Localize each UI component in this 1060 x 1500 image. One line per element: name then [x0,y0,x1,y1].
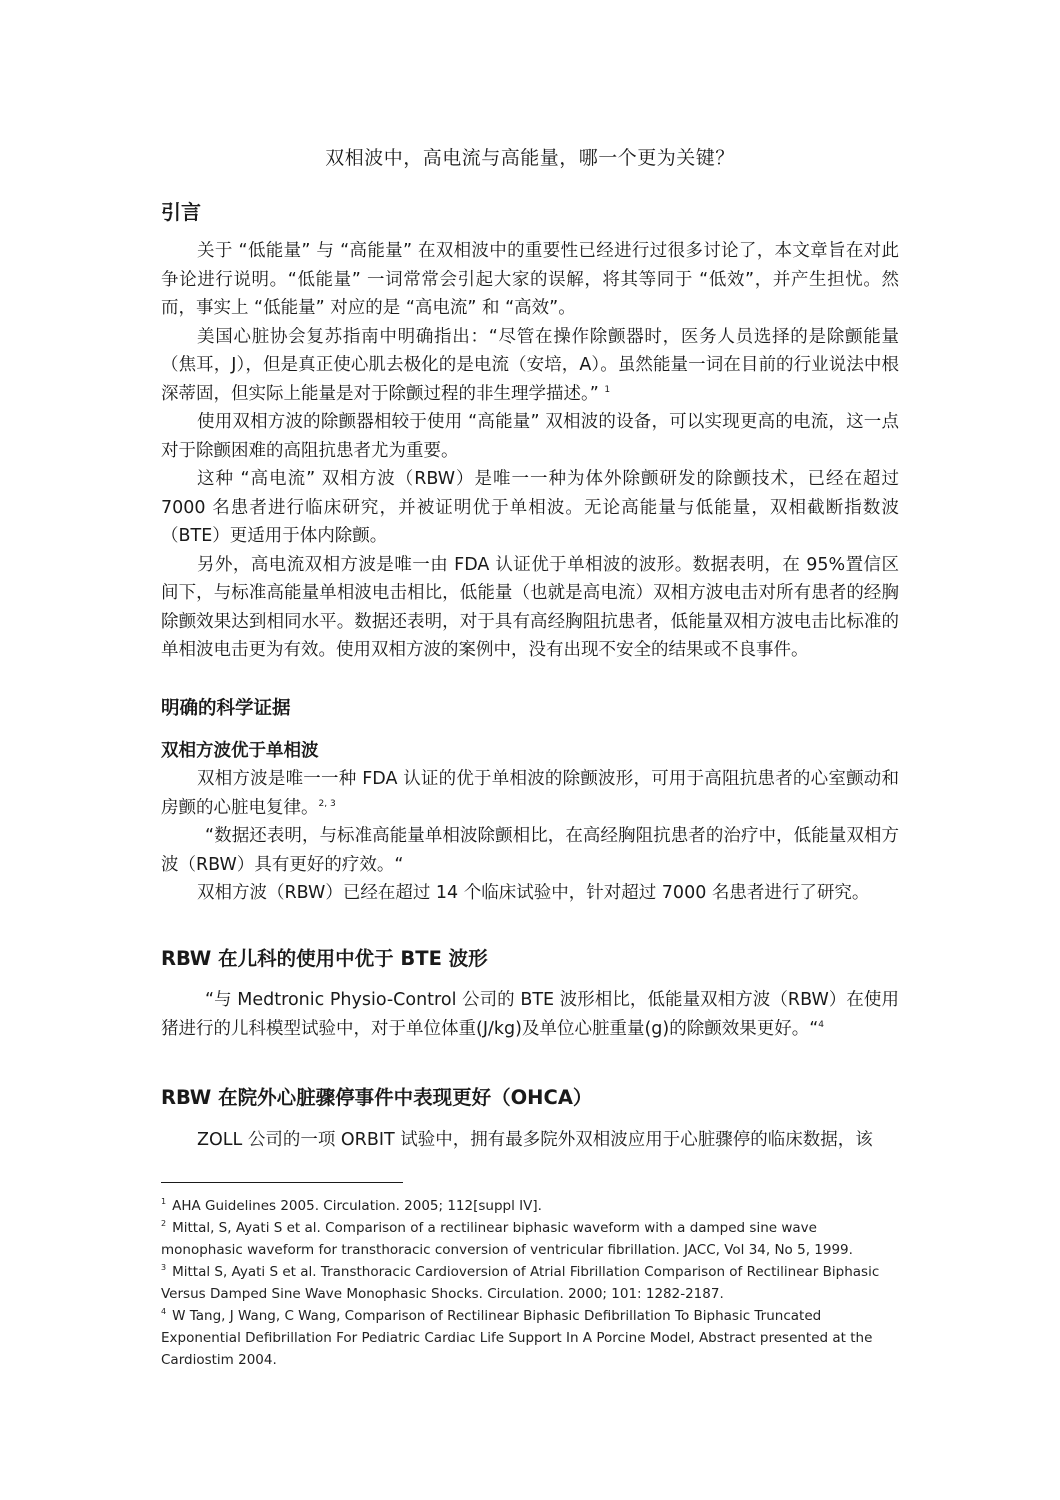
footnote-text: W Tang, J Wang, C Wang, Comparison of Rectilinear Biphasic Defibrillation To Biphasic Truncated Exponential Defibrillation For Pediatric Cardiac Life Support In A Porcine Model, Abstract presented at the Cardiostim 2004. [161,1308,873,1368]
footnote-ref-1[interactable]: 1 [604,384,611,395]
footnote-2 [161,1217,901,1261]
footnote-1 [161,1195,901,1217]
intro-heading: 引言 [161,200,201,224]
footnote-ref-2-3[interactable]: 2, 3 [318,798,336,809]
footnote-number: 3 [161,1263,167,1272]
intro-paragraph-5: 另外，高电流双相方波是唯一由 FDA 认证优于单相波的波形。数据表明，在 95%置信区间下，与标准高能量单相波电击相比，低能量（也就是高电流）双相方波电击对所有患者的经胸除颤效果达到相同水平。数据还表明，对于具有高经胸阻抗患者，低能量双相方波电击比标准的单相波电击更为有效。使用双相方波的案例中，没有出现不安全的结果或不良事件。 [161,554,899,660]
evidence-paragraph-3: 双相方波（RBW）已经在超过 14 个临床试验中，针对超过 7000 名患者进行了研究。 [197,883,870,903]
footnote-3 [161,1261,901,1305]
ohca-paragraph-1: ZOLL 公司的一项 ORBIT 试验中，拥有最多院外双相波应用于心脏骤停的临床数据，该 [197,1130,873,1150]
ohca-section [161,1126,899,1155]
evidence-paragraph-1-text: 双相方波是唯一一种 FDA 认证的优于单相波的除颤波形，可用于高阻抗患者的心室颤动和房颤的心脏电复律。 [161,769,899,818]
footnote-4 [161,1305,901,1371]
intro-section [161,237,899,665]
footnote-text: AHA Guidelines 2005. Circulation. 2005; 112[suppl IV]. [172,1198,542,1214]
ohca-heading: RBW 在院外心脏骤停事件中表现更好（OHCA） [161,1086,593,1109]
footnote-text: Mittal S, Ayati S et al. Transthoracic Cardioversion of Atrial Fibrillation Comparison of Rectilinear Biphasic Versus Damped Sine Wave Monophasic Shocks. Circulation. 2000; 101: 1282-2187. [161,1264,880,1302]
intro-paragraph-3: 使用双相方波的除颤器相较于使用 “高能量” 双相波的设备，可以实现更高的电流，这一点对于除颤困难的高阻抗患者尤为重要。 [161,412,899,461]
footnote-separator [161,1182,403,1183]
footnote-number: 2 [161,1219,167,1228]
intro-paragraph-1: 关于 “低能量” 与 “高能量” 在双相波中的重要性已经进行过很多讨论了，本文章旨在对此争论进行说明。“低能量” 一词常常会引起大家的误解，将其等同于 “低效”，并产生担忧。然而，事实上 “低能量” 对应的是 “高电流” 和 “高效”。 [161,241,899,318]
evidence-paragraph-1 [161,765,899,822]
pediatric-paragraph-1-text: “与 Medtronic Physio-Control 公司的 BTE 波形相比，低能量双相方波（RBW）在使用猪进行的儿科模型试验中，对于单位体重(J/kg)及单位心脏重量(g)的除颤效果更好。“ [161,990,899,1039]
footnote-number: 1 [161,1197,167,1206]
footnotes [161,1195,901,1371]
footnote-text: Mittal, S, Ayati S et al. Comparison of a rectilinear biphasic waveform with a damped sine wave monophasic waveform for transthoracic conversion of ventricular fibrillation. JACC, Vol 34, No 5, 1999. [161,1220,853,1258]
evidence-subheading: 双相方波优于单相波 [161,741,319,761]
evidence-paragraph-2: “数据还表明，与标准高能量单相波除颤相比，在高经胸阻抗患者的治疗中，低能量双相方波（RBW）具有更好的疗效。“ [161,826,899,875]
pediatric-section [161,986,899,1043]
evidence-heading: 明确的科学证据 [161,698,291,719]
footnote-number: 4 [161,1307,167,1316]
pediatric-paragraph-1 [161,986,899,1043]
intro-paragraph-2-text: 美国心脏协会复苏指南中明确指出：“尽管在操作除颤器时，医务人员选择的是除颤能量（焦耳，J），但是真正使心肌去极化的是电流（安培，A）。虽然能量一词在目前的行业说法中根深蒂固，但实际上能量是对于除颤过程的非生理学描述。” [161,326,899,404]
evidence-section [161,765,899,908]
footnote-ref-4[interactable]: 4 [818,1019,825,1030]
pediatric-heading: RBW 在儿科的使用中优于 BTE 波形 [161,947,488,970]
intro-paragraph-2 [161,323,899,409]
intro-paragraph-4: 这种 “高电流” 双相方波（RBW）是唯一一种为体外除颤研发的除颤技术，已经在超过 7000 名患者进行临床研究，并被证明优于单相波。无论高能量与低能量，双相截断指数波（BTE）更适用于体内除颤。 [161,469,899,546]
page-title: 双相波中，高电流与高能量，哪一个更为关键？ [325,147,735,169]
